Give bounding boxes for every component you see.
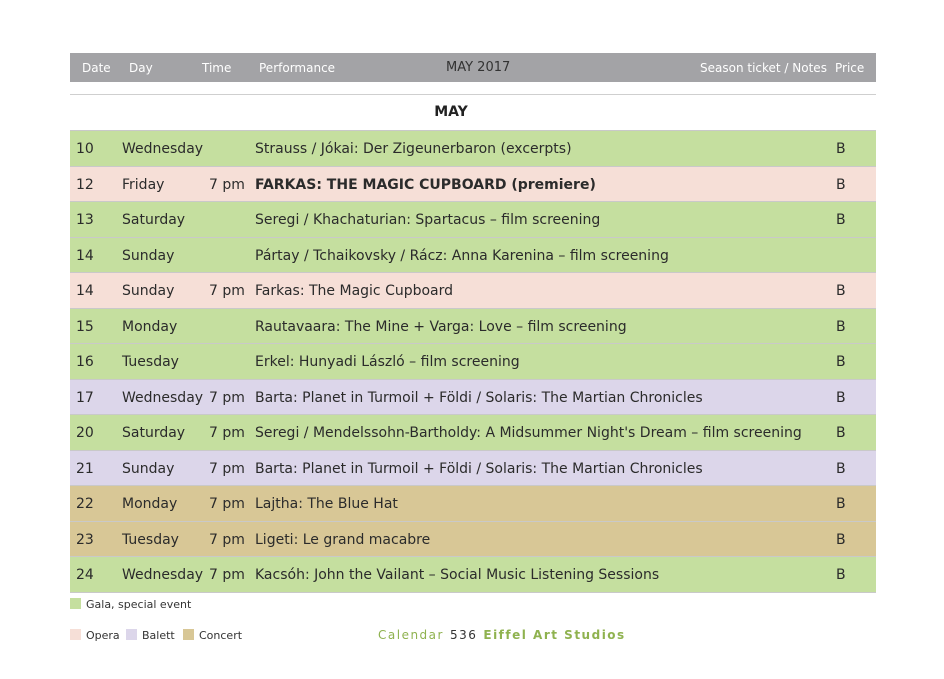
row-date: 15 xyxy=(76,318,94,335)
row-price: B xyxy=(836,283,846,299)
row-time: 7 pm xyxy=(209,425,245,441)
row-time: 7 pm xyxy=(209,496,245,512)
row-date: 17 xyxy=(76,389,94,406)
row-price: B xyxy=(836,460,846,477)
row-performance: Strauss / Jókai: Der Zigeunerbaron (excerpts) xyxy=(255,141,572,157)
row-time: 7 pm xyxy=(209,176,245,193)
row-performance: Pártay / Tchaikovsky / Rácz: Anna Karenina – film screening xyxy=(255,247,669,264)
row-date: 13 xyxy=(76,212,94,228)
row-date: 10 xyxy=(76,141,94,157)
row-date: 20 xyxy=(76,425,94,441)
legend-label-balett: Balett xyxy=(142,629,175,642)
legend-label-concert: Concert xyxy=(199,629,243,642)
row-performance: Rautavaara: The Mine + Varga: Love – film screening xyxy=(255,318,627,335)
row-date: 14 xyxy=(76,283,94,299)
row-day: Sunday xyxy=(122,247,175,264)
row-day: Tuesday xyxy=(122,531,179,548)
row-date: 16 xyxy=(76,354,94,370)
row-date: 23 xyxy=(76,531,94,548)
row-time: 7 pm xyxy=(209,531,245,548)
legend-opera xyxy=(70,629,120,642)
row-price: B xyxy=(836,212,846,228)
row-performance: Barta: Planet in Turmoil + Földi / Solaris: The Martian Chronicles xyxy=(255,460,703,477)
row-performance: Erkel: Hunyadi László – film screening xyxy=(255,354,520,370)
row-performance: Lajtha: The Blue Hat xyxy=(255,496,398,512)
row-price: B xyxy=(836,425,846,441)
row-day: Wednesday xyxy=(122,141,204,157)
row-date: 22 xyxy=(76,496,94,512)
table-row xyxy=(70,450,876,486)
table-row xyxy=(70,237,876,273)
row-price: B xyxy=(836,354,846,370)
row-day: Sunday xyxy=(122,460,175,477)
footer-studio: Eiffel Art Studios xyxy=(483,628,626,642)
table-header xyxy=(70,53,876,82)
row-performance: Seregi / Khachaturian: Spartacus – film screening xyxy=(255,212,601,228)
table-row xyxy=(70,556,876,593)
row-price: B xyxy=(836,176,846,193)
header-notes: Season ticket / Notes xyxy=(700,61,827,75)
divider xyxy=(70,94,876,95)
row-performance: Ligeti: Le grand macabre xyxy=(255,531,431,548)
legend-balett xyxy=(126,629,175,642)
table-row xyxy=(70,521,876,557)
row-day: Monday xyxy=(122,318,178,335)
header-time: Time xyxy=(202,61,232,75)
row-day: Wednesday xyxy=(122,567,204,583)
row-day: Monday xyxy=(122,496,178,512)
header-date: Date xyxy=(82,61,111,75)
table-row xyxy=(70,166,876,202)
row-day: Saturday xyxy=(122,425,186,441)
row-price: B xyxy=(836,389,846,406)
row-price: B xyxy=(836,496,846,512)
footer-calendar: Calendar xyxy=(378,628,444,642)
legend-swatch-opera xyxy=(70,629,81,640)
table-row xyxy=(70,379,876,415)
row-time: 7 pm xyxy=(209,283,245,299)
row-date: 21 xyxy=(76,460,94,477)
schedule-table xyxy=(70,130,876,593)
row-time: 7 pm xyxy=(209,567,245,583)
row-date: 12 xyxy=(76,176,94,193)
row-day: Wednesday xyxy=(122,389,204,406)
row-price: B xyxy=(836,567,846,583)
header-performance: Performance xyxy=(259,61,336,75)
row-performance: Kacsóh: John the Vailant – Social Music Listening Sessions xyxy=(255,567,660,583)
row-price: B xyxy=(836,531,846,548)
table-row xyxy=(70,343,876,379)
row-date: 14 xyxy=(76,247,94,264)
row-day: Sunday xyxy=(122,283,175,299)
row-day: Friday xyxy=(122,176,165,193)
legend-label-gala: Gala, special event xyxy=(86,598,192,611)
header-month-year: MAY 2017 xyxy=(446,60,511,75)
table-row xyxy=(70,414,876,450)
header-day: Day xyxy=(129,61,153,75)
legend-label-opera: Opera xyxy=(86,629,120,642)
row-performance: Barta: Planet in Turmoil + Földi / Solaris: The Martian Chronicles xyxy=(255,389,703,406)
row-time: 7 pm xyxy=(209,389,245,406)
page-footer xyxy=(378,628,626,642)
legend-swatch-concert xyxy=(183,629,194,640)
table-row xyxy=(70,201,876,237)
legend-swatch-balett xyxy=(126,629,137,640)
legend-swatch-gala xyxy=(70,598,81,609)
table-row xyxy=(70,308,876,344)
row-performance: FARKAS: THE MAGIC CUPBOARD (premiere) xyxy=(255,176,596,193)
row-day: Tuesday xyxy=(122,354,179,370)
header-price: Price xyxy=(835,61,865,75)
row-date: 24 xyxy=(76,567,94,583)
legend-concert xyxy=(183,629,242,642)
row-performance: Seregi / Mendelssohn-Bartholdy: A Midsummer Night's Dream – film screening xyxy=(255,425,802,441)
row-day: Saturday xyxy=(122,212,186,228)
month-title: MAY xyxy=(434,104,468,120)
table-row xyxy=(70,130,876,166)
row-time: 7 pm xyxy=(209,460,245,477)
legend-gala xyxy=(70,598,191,611)
row-price: B xyxy=(836,318,846,335)
row-price: B xyxy=(836,141,846,157)
table-row xyxy=(70,272,876,308)
page-number: 536 xyxy=(449,628,478,642)
table-row xyxy=(70,485,876,521)
row-performance: Farkas: The Magic Cupboard xyxy=(255,283,454,299)
